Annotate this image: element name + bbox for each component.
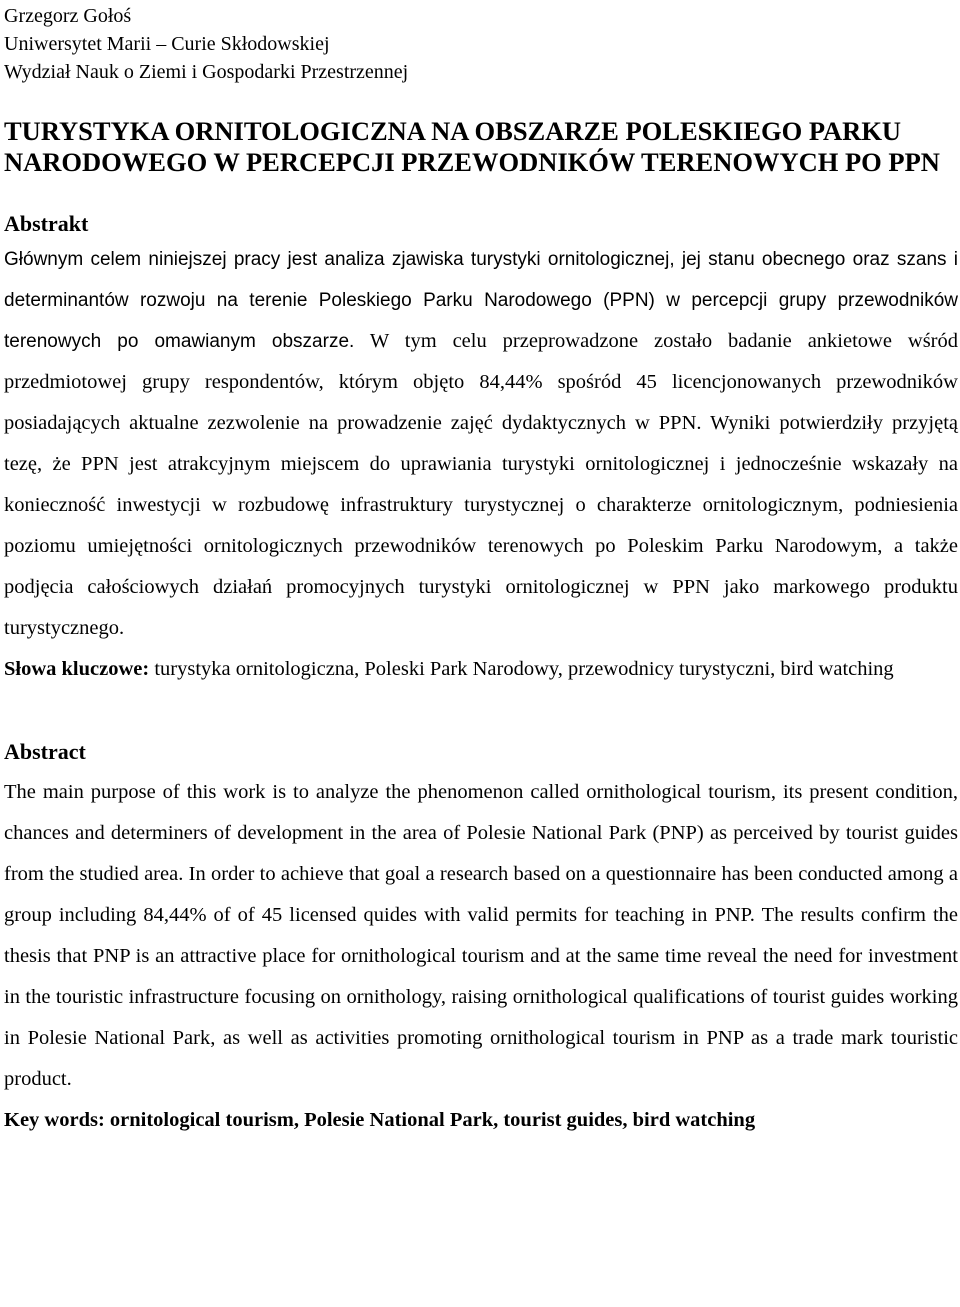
author-faculty: Wydział Nauk o Ziemi i Gospodarki Przestrzennej [4,61,409,83]
abstract-pl-text-part1: Głównym celem niniejszej pracy jest analiza zjawiska turystyki ornitologicznej, jej stanu obecnego oraz szans i determinantów rozwoju na terenie Poleskiego Parku Narodowego (PPN) w percepcji grupy przewodników terenowych po omawianym obszarze. [4,249,958,352]
keywords-pl-label: Słowa kluczowe: [4,658,150,680]
abstract-pl-heading: Abstrakt [4,211,89,236]
abstract-pl-body [4,239,958,649]
author-university: Uniwersytet Marii – Curie Skłodowskiej [4,33,330,55]
keywords-pl [4,649,958,690]
abstract-pl-text-part2: W tym celu przeprowadzone zostało badanie ankietowe wśród przedmiotowej grupy respondentów, którym objęto 84,44% spośród 45 licencjonowanych przewodników posiadających aktualne zezwolenie na prowadzenie zajęć dydaktycznych w PPN. Wyniki potwierdziły przyjętą tezę, że PPN jest atrakcyjnym miejscem do uprawiania turystyki ornitologicznej i jednocześnie wskazały na konieczność inwestycji w rozbudowę infrastruktury turystycznej o charakterze ornitologicznym, podniesienia poziomu umiejętności ornitologicznych przewodników terenowych po Poleskim Parku Narodowym, a także podjęcia całościowych działań promocyjnych turystyki ornitologicznej w PPN jako markowego produktu turystycznego. [4,330,958,639]
abstract-en-body: The main purpose of this work is to analyze the phenomenon called ornithological tourism, its present condition, chances and determiners of development in the area of Polesie National Park (PNP) as perceived by tourist guides from the studied area. In order to achieve that goal a research based on a questionnaire has been conducted among a group including 84,44% of of 45 licensed quides with valid permits for teaching in PNP. The results confirm the thesis that PNP is an attractive place for ornithological tourism and at the same time reveal the need for investment in the touristic infrastructure focusing on ornithology, raising ornithological qualifications of tourist guides working in Polesie National Park, as well as activities promoting ornithological tourism in PNP as a trade mark touristic product. [4,781,958,1090]
document-page [4,0,958,1141]
paper-title: TURYSTYKA ORNITOLOGICZNA NA OBSZARZE POLESKIEGO PARKU NARODOWEGO W PERCEPCJI PRZEWODNIKÓW TERENOWYCH PO PPN [4,116,940,177]
keywords-en: Key words: ornitological tourism, Polesie National Park, tourist guides, bird watching [4,1109,756,1131]
author-block [4,0,958,86]
author-name: Grzegorz Gołoś [4,5,132,27]
abstract-en-heading: Abstract [4,739,86,764]
keywords-pl-text: turystyka ornitologiczna, Poleski Park Narodowy, przewodnicy turystyczni, bird watching [149,658,894,680]
